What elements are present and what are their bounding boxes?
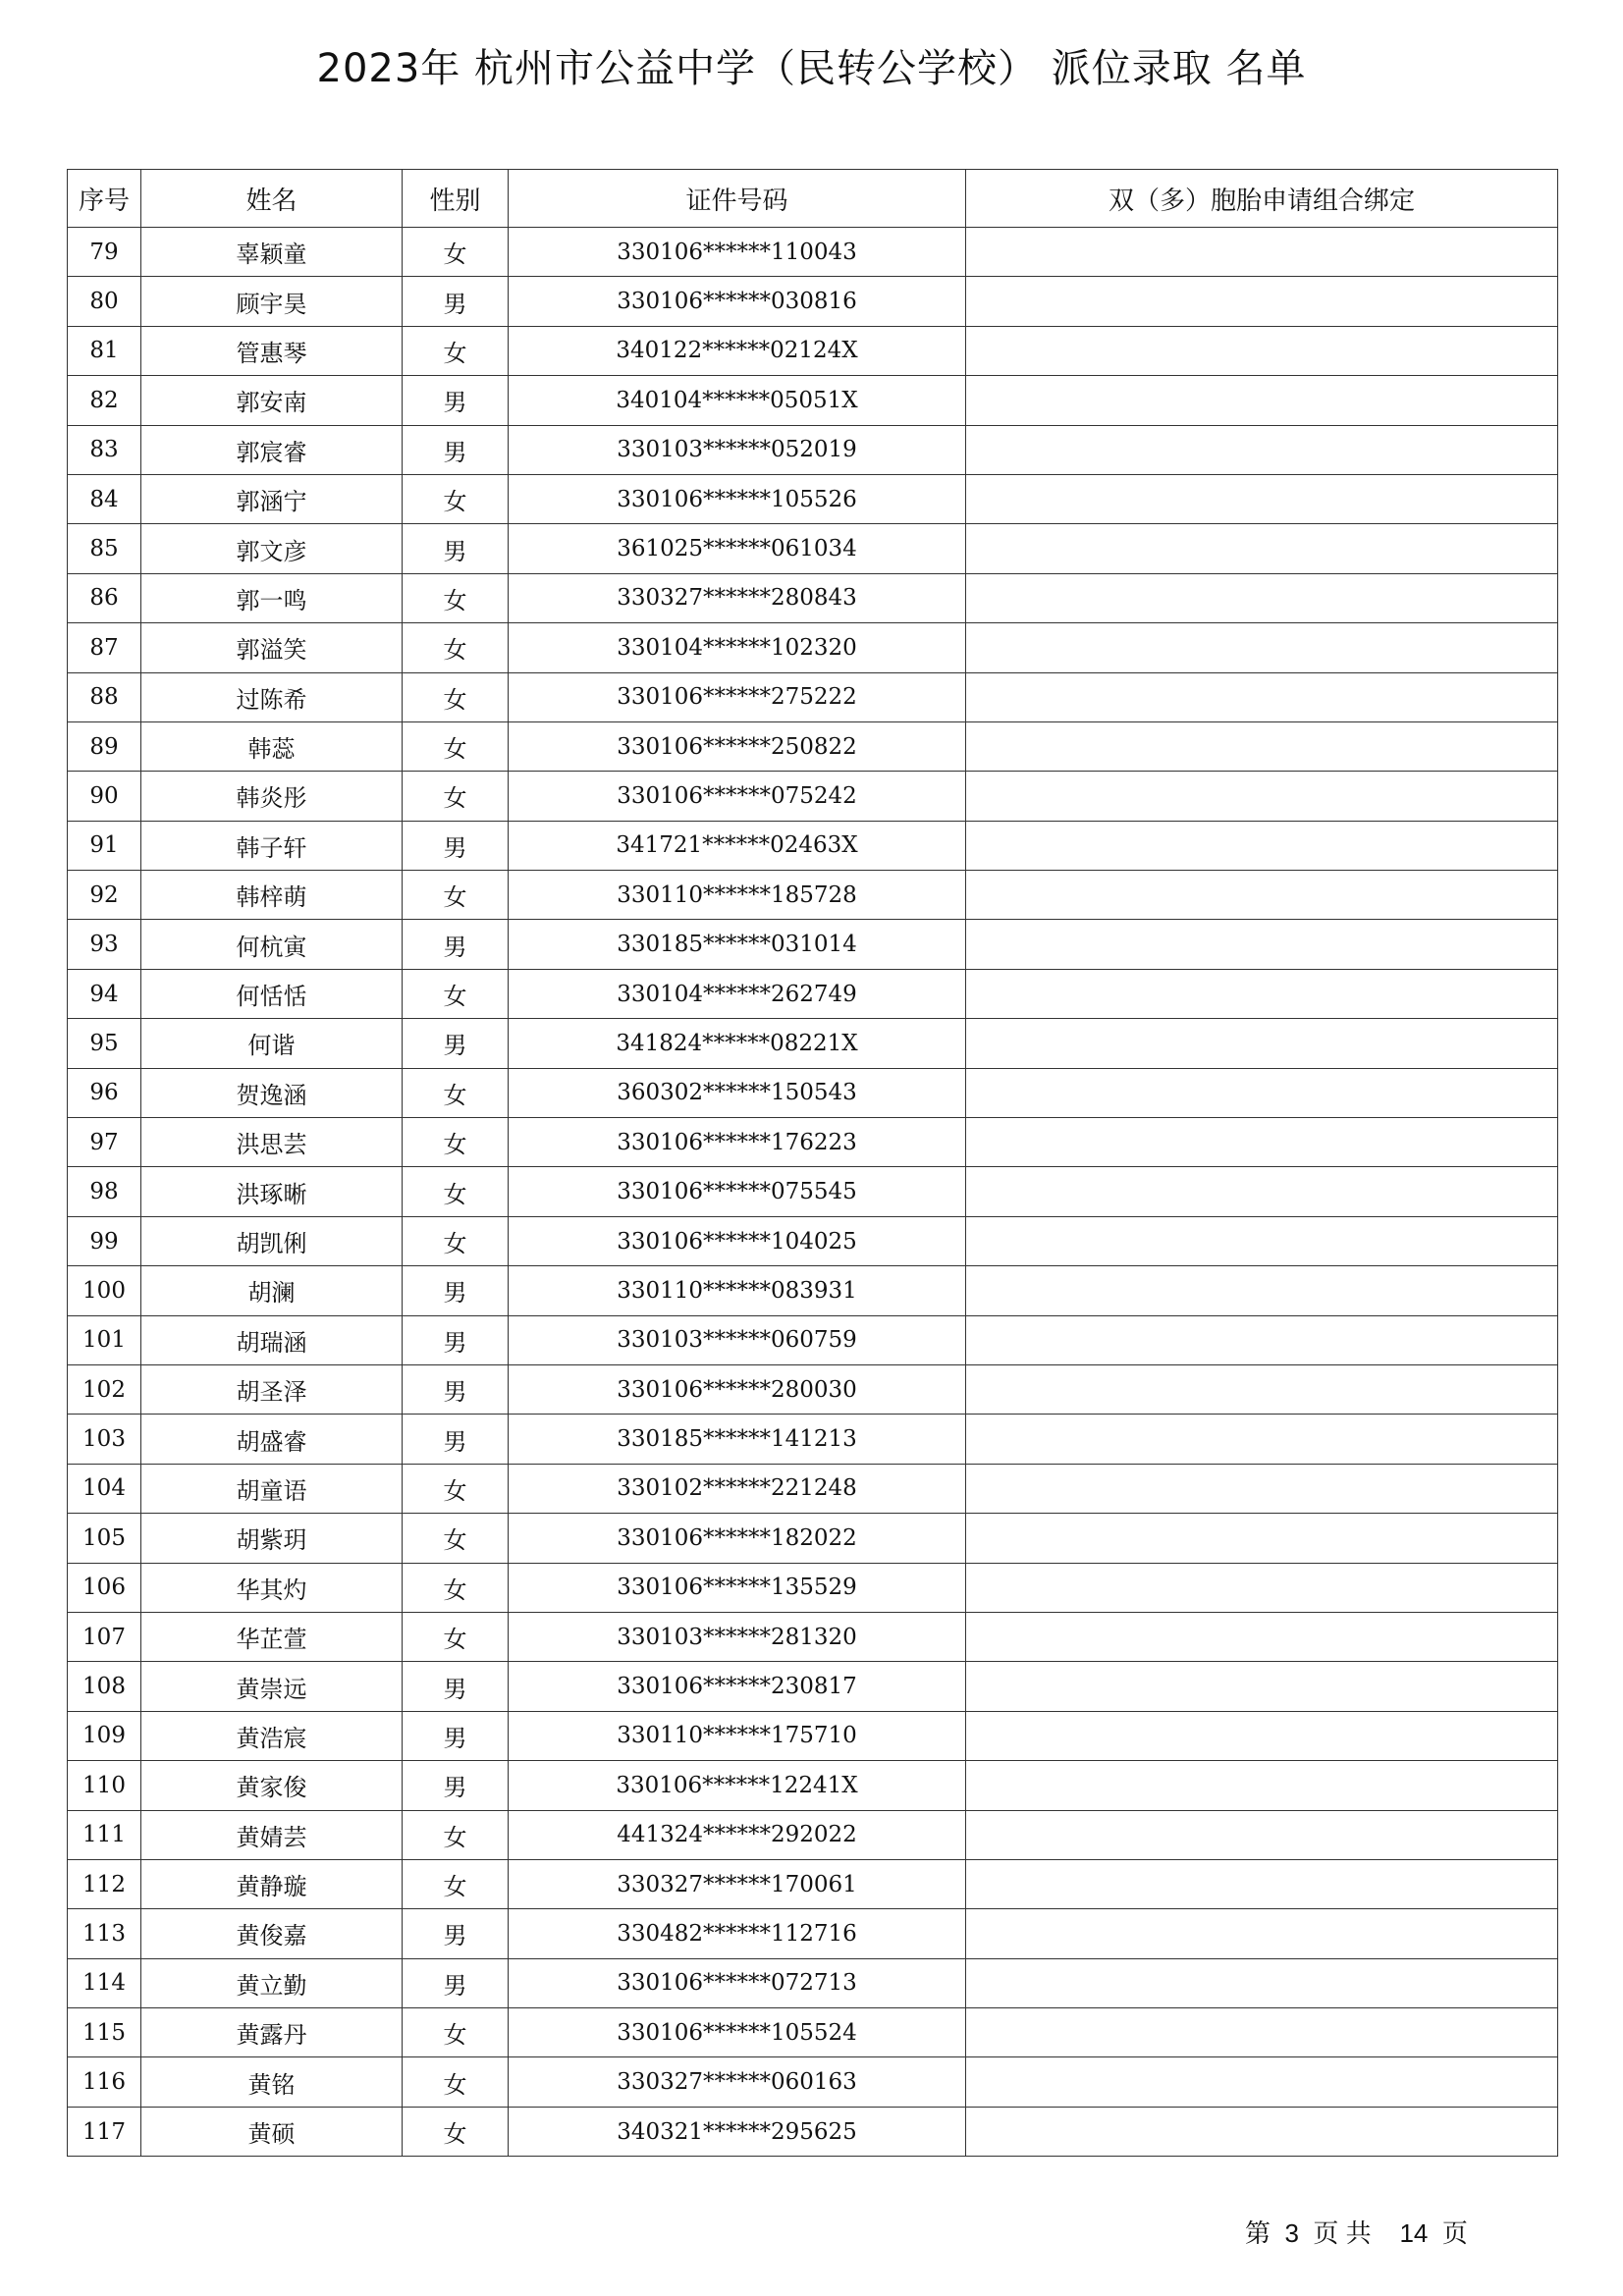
student-name: 黄露丹 (141, 2008, 403, 2057)
twin-binding (966, 821, 1558, 870)
student-gender: 女 (403, 326, 509, 375)
student-name: 洪琢晰 (141, 1167, 403, 1216)
student-name: 黄立勤 (141, 1958, 403, 2007)
id-number: 330103******052019 (509, 425, 966, 474)
admission-table (67, 169, 1558, 2157)
twin-binding (966, 871, 1558, 920)
twin-binding (966, 672, 1558, 721)
twin-binding (966, 474, 1558, 523)
row-number: 96 (68, 1068, 141, 1117)
id-number: 330106******275222 (509, 672, 966, 721)
id-number: 330106******230817 (509, 1662, 966, 1711)
page-title: 2023年 杭州市公益中学（民转公学校） 派位录取 名单 (316, 46, 1307, 91)
table-row (68, 1167, 1558, 1216)
twin-binding (966, 1810, 1558, 1859)
row-number: 84 (68, 474, 141, 523)
table-row (68, 277, 1558, 326)
student-name: 韩子轩 (141, 821, 403, 870)
student-name: 黄崇远 (141, 1662, 403, 1711)
table-row (68, 1612, 1558, 1661)
id-number: 360302******150543 (509, 1068, 966, 1117)
twin-binding (966, 1563, 1558, 1612)
table-row (68, 821, 1558, 870)
student-gender: 男 (403, 1909, 509, 1958)
table-row (68, 920, 1558, 969)
table-row (68, 1068, 1558, 1117)
twin-binding (966, 228, 1558, 277)
student-name: 郭溢笑 (141, 623, 403, 672)
id-number: 441324******292022 (509, 1810, 966, 1859)
student-name: 洪思芸 (141, 1118, 403, 1167)
row-number: 80 (68, 277, 141, 326)
id-number: 330106******105524 (509, 2008, 966, 2057)
table-row (68, 1662, 1558, 1711)
row-number: 104 (68, 1464, 141, 1513)
table-row (68, 376, 1558, 425)
id-number: 330110******083931 (509, 1266, 966, 1315)
table-row (68, 1266, 1558, 1315)
table-row (68, 1711, 1558, 1760)
table-row (68, 228, 1558, 277)
student-name: 胡圣泽 (141, 1364, 403, 1414)
id-number: 330104******262749 (509, 969, 966, 1018)
student-name: 华芷萱 (141, 1612, 403, 1661)
id-number: 330327******060163 (509, 2057, 966, 2107)
student-name: 何杭寅 (141, 920, 403, 969)
twin-binding (966, 376, 1558, 425)
student-name: 何谐 (141, 1019, 403, 1068)
twin-binding (966, 1612, 1558, 1661)
row-number: 82 (68, 376, 141, 425)
student-gender: 女 (403, 573, 509, 622)
student-gender: 女 (403, 474, 509, 523)
student-name: 管惠琴 (141, 326, 403, 375)
table-row (68, 425, 1558, 474)
student-name: 黄家俊 (141, 1761, 403, 1810)
student-name: 何恬恬 (141, 969, 403, 1018)
id-number: 330185******141213 (509, 1415, 966, 1464)
header-no: 序号 (68, 170, 141, 228)
row-number: 81 (68, 326, 141, 375)
row-number: 90 (68, 772, 141, 821)
row-number: 105 (68, 1514, 141, 1563)
student-gender: 女 (403, 2057, 509, 2107)
row-number: 99 (68, 1216, 141, 1265)
table-header-row (68, 170, 1558, 228)
id-number: 330327******170061 (509, 1859, 966, 1908)
student-gender: 男 (403, 425, 509, 474)
table-row (68, 1364, 1558, 1414)
id-number: 330110******185728 (509, 871, 966, 920)
twin-binding (966, 1415, 1558, 1464)
student-name: 郭宸睿 (141, 425, 403, 474)
student-gender: 男 (403, 277, 509, 326)
student-name: 辜颖童 (141, 228, 403, 277)
header-id: 证件号码 (509, 170, 966, 228)
student-gender: 女 (403, 1514, 509, 1563)
header-twin: 双（多）胞胎申请组合绑定 (966, 170, 1558, 228)
table-row (68, 573, 1558, 622)
student-gender: 女 (403, 2008, 509, 2057)
table-row (68, 1761, 1558, 1810)
row-number: 83 (68, 425, 141, 474)
table-row (68, 871, 1558, 920)
twin-binding (966, 1167, 1558, 1216)
table-row (68, 326, 1558, 375)
id-number: 330106******072713 (509, 1958, 966, 2007)
twin-binding (966, 623, 1558, 672)
twin-binding (966, 1859, 1558, 1908)
row-number: 88 (68, 672, 141, 721)
twin-binding (966, 277, 1558, 326)
student-gender: 男 (403, 524, 509, 573)
twin-binding (966, 721, 1558, 771)
student-gender: 男 (403, 1415, 509, 1464)
page-footer: 第 3 页 共 14 页 (1245, 2218, 1468, 2248)
student-gender: 男 (403, 1019, 509, 1068)
twin-binding (966, 1315, 1558, 1364)
twin-binding (966, 2008, 1558, 2057)
id-number: 330106******110043 (509, 228, 966, 277)
student-gender: 女 (403, 1563, 509, 1612)
row-number: 109 (68, 1711, 141, 1760)
table-row (68, 1415, 1558, 1464)
row-number: 86 (68, 573, 141, 622)
student-name: 过陈希 (141, 672, 403, 721)
twin-binding (966, 2107, 1558, 2156)
student-name: 黄浩宸 (141, 1711, 403, 1760)
row-number: 87 (68, 623, 141, 672)
table-row (68, 772, 1558, 821)
row-number: 79 (68, 228, 141, 277)
twin-binding (966, 1958, 1558, 2007)
student-gender: 男 (403, 1711, 509, 1760)
id-number: 340321******295625 (509, 2107, 966, 2156)
id-number: 361025******061034 (509, 524, 966, 573)
student-gender: 女 (403, 871, 509, 920)
student-name: 黄俊嘉 (141, 1909, 403, 1958)
twin-binding (966, 1464, 1558, 1513)
twin-binding (966, 1068, 1558, 1117)
student-name: 黄硕 (141, 2107, 403, 2156)
student-gender: 男 (403, 1958, 509, 2007)
table-row (68, 969, 1558, 1018)
student-gender: 女 (403, 721, 509, 771)
table-row (68, 623, 1558, 672)
id-number: 330103******060759 (509, 1315, 966, 1364)
student-gender: 男 (403, 920, 509, 969)
table-row (68, 1859, 1558, 1908)
table-row (68, 1958, 1558, 2007)
student-name: 华其灼 (141, 1563, 403, 1612)
id-number: 330104******102320 (509, 623, 966, 672)
id-number: 330106******176223 (509, 1118, 966, 1167)
student-gender: 女 (403, 969, 509, 1018)
table-row (68, 1118, 1558, 1167)
student-gender: 女 (403, 1118, 509, 1167)
twin-binding (966, 425, 1558, 474)
table-row (68, 1514, 1558, 1563)
id-number: 341824******08221X (509, 1019, 966, 1068)
row-number: 107 (68, 1612, 141, 1661)
student-name: 贺逸涵 (141, 1068, 403, 1117)
row-number: 85 (68, 524, 141, 573)
student-name: 韩炎彤 (141, 772, 403, 821)
student-gender: 女 (403, 1612, 509, 1661)
row-number: 102 (68, 1364, 141, 1414)
student-gender: 女 (403, 1859, 509, 1908)
id-number: 330106******12241X (509, 1761, 966, 1810)
row-number: 112 (68, 1859, 141, 1908)
student-gender: 女 (403, 228, 509, 277)
table-row (68, 1810, 1558, 1859)
id-number: 330106******075242 (509, 772, 966, 821)
id-number: 330482******112716 (509, 1909, 966, 1958)
student-gender: 女 (403, 1216, 509, 1265)
id-number: 330106******105526 (509, 474, 966, 523)
id-number: 330185******031014 (509, 920, 966, 969)
student-name: 黄静璇 (141, 1859, 403, 1908)
row-number: 110 (68, 1761, 141, 1810)
student-gender: 男 (403, 1761, 509, 1810)
student-name: 胡紫玥 (141, 1514, 403, 1563)
student-name: 黄婧芸 (141, 1810, 403, 1859)
id-number: 330106******030816 (509, 277, 966, 326)
row-number: 113 (68, 1909, 141, 1958)
twin-binding (966, 772, 1558, 821)
id-number: 330106******280030 (509, 1364, 966, 1414)
student-gender: 男 (403, 1266, 509, 1315)
student-name: 韩梓萌 (141, 871, 403, 920)
header-name: 姓名 (141, 170, 403, 228)
twin-binding (966, 326, 1558, 375)
twin-binding (966, 1662, 1558, 1711)
table-row (68, 2008, 1558, 2057)
twin-binding (966, 1761, 1558, 1810)
table-row (68, 1216, 1558, 1265)
student-name: 顾宇昊 (141, 277, 403, 326)
table-row (68, 1909, 1558, 1958)
id-number: 341721******02463X (509, 821, 966, 870)
row-number: 93 (68, 920, 141, 969)
table-row (68, 672, 1558, 721)
row-number: 116 (68, 2057, 141, 2107)
table-row (68, 474, 1558, 523)
row-number: 106 (68, 1563, 141, 1612)
table-row (68, 1464, 1558, 1513)
row-number: 114 (68, 1958, 141, 2007)
id-number: 340104******05051X (509, 376, 966, 425)
student-name: 郭安南 (141, 376, 403, 425)
table-row (68, 2057, 1558, 2107)
row-number: 100 (68, 1266, 141, 1315)
table-row (68, 524, 1558, 573)
table-row (68, 721, 1558, 771)
twin-binding (966, 524, 1558, 573)
row-number: 95 (68, 1019, 141, 1068)
student-gender: 女 (403, 1810, 509, 1859)
student-name: 胡澜 (141, 1266, 403, 1315)
row-number: 97 (68, 1118, 141, 1167)
twin-binding (966, 1711, 1558, 1760)
twin-binding (966, 969, 1558, 1018)
row-number: 115 (68, 2008, 141, 2057)
row-number: 94 (68, 969, 141, 1018)
student-name: 胡凯俐 (141, 1216, 403, 1265)
table-row (68, 1563, 1558, 1612)
row-number: 117 (68, 2107, 141, 2156)
student-gender: 女 (403, 1167, 509, 1216)
id-number: 330103******281320 (509, 1612, 966, 1661)
student-gender: 女 (403, 1068, 509, 1117)
row-number: 89 (68, 721, 141, 771)
student-gender: 男 (403, 821, 509, 870)
student-name: 胡童语 (141, 1464, 403, 1513)
student-name: 郭涵宁 (141, 474, 403, 523)
id-number: 330106******135529 (509, 1563, 966, 1612)
twin-binding (966, 1019, 1558, 1068)
twin-binding (966, 920, 1558, 969)
row-number: 98 (68, 1167, 141, 1216)
id-number: 330110******175710 (509, 1711, 966, 1760)
twin-binding (966, 1514, 1558, 1563)
row-number: 92 (68, 871, 141, 920)
student-name: 胡盛睿 (141, 1415, 403, 1464)
table-body (68, 228, 1558, 2157)
student-gender: 女 (403, 2107, 509, 2156)
twin-binding (966, 1909, 1558, 1958)
twin-binding (966, 1118, 1558, 1167)
id-number: 330106******104025 (509, 1216, 966, 1265)
twin-binding (966, 1364, 1558, 1414)
student-gender: 女 (403, 623, 509, 672)
student-gender: 女 (403, 772, 509, 821)
id-number: 330106******250822 (509, 721, 966, 771)
row-number: 108 (68, 1662, 141, 1711)
header-gender: 性别 (403, 170, 509, 228)
id-number: 330102******221248 (509, 1464, 966, 1513)
student-name: 胡瑞涵 (141, 1315, 403, 1364)
twin-binding (966, 1216, 1558, 1265)
student-gender: 女 (403, 1464, 509, 1513)
id-number: 330106******182022 (509, 1514, 966, 1563)
student-gender: 男 (403, 1364, 509, 1414)
id-number: 330106******075545 (509, 1167, 966, 1216)
table-row (68, 2107, 1558, 2156)
student-name: 韩蕊 (141, 721, 403, 771)
id-number: 340122******02124X (509, 326, 966, 375)
row-number: 111 (68, 1810, 141, 1859)
twin-binding (966, 1266, 1558, 1315)
student-name: 郭一鸣 (141, 573, 403, 622)
row-number: 101 (68, 1315, 141, 1364)
id-number: 330327******280843 (509, 573, 966, 622)
student-gender: 男 (403, 376, 509, 425)
student-gender: 男 (403, 1315, 509, 1364)
row-number: 103 (68, 1415, 141, 1464)
twin-binding (966, 573, 1558, 622)
student-name: 黄铭 (141, 2057, 403, 2107)
row-number: 91 (68, 821, 141, 870)
student-gender: 女 (403, 672, 509, 721)
twin-binding (966, 2057, 1558, 2107)
student-gender: 男 (403, 1662, 509, 1711)
table-row (68, 1019, 1558, 1068)
table-row (68, 1315, 1558, 1364)
student-name: 郭文彦 (141, 524, 403, 573)
